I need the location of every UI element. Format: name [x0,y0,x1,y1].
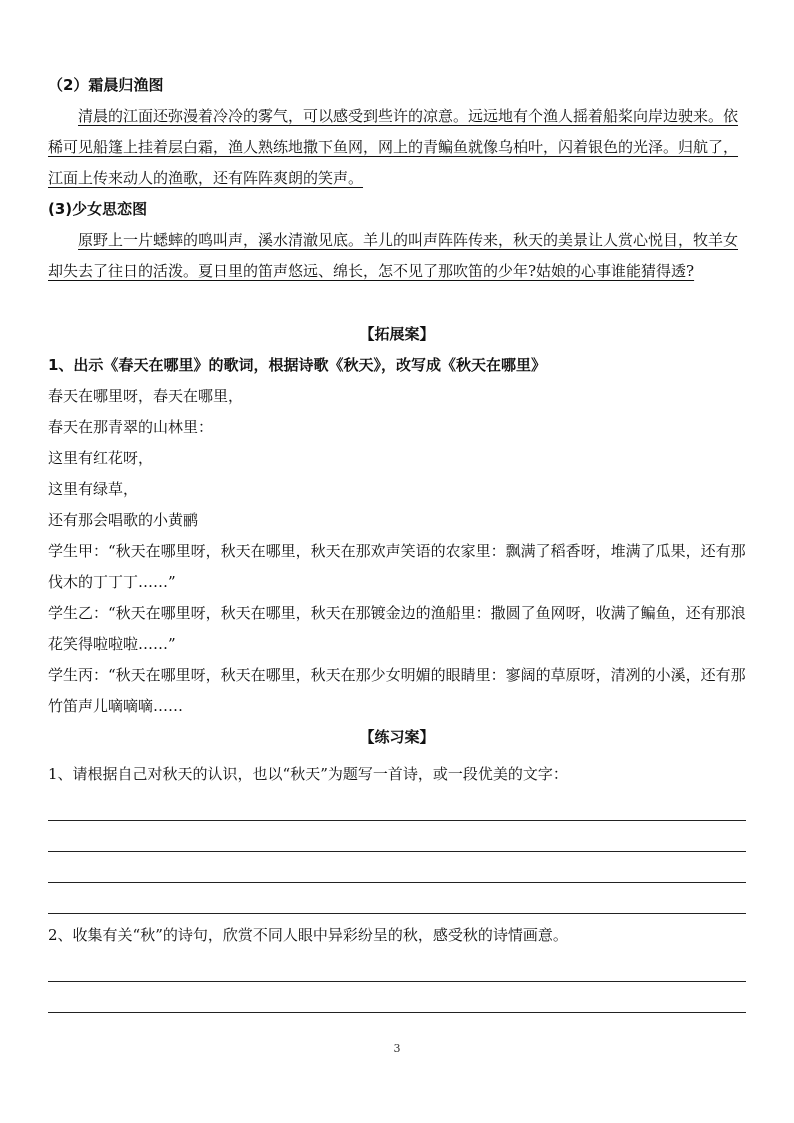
practice-question-1: 1、请根据自己对秋天的认识，也以“秋天”为题写一首诗，或一段优美的文字： [48,765,568,783]
student-a-answer: 学生甲：“秋天在哪里呀，秋天在哪里，秋天在那欢声笑语的农家里：飘满了稻香呀，堆满了瓜果，还有那伐木的丁丁丁……” [48,542,746,591]
page-number: 3 [393,1042,401,1055]
student-c-answer: 学生丙：“秋天在哪里呀，秋天在哪里，秋天在那少女明媚的眼睛里：寥阔的草原呀，清冽的小溪，还有那竹笛声儿嘀嘀嘀…… [48,666,746,715]
answer-line[interactable] [48,883,746,914]
lyric-line-1: 春天在哪里呀，春天在哪里， [48,387,244,405]
document-page [48,70,746,1013]
section-3-title: (3)少女思恋图 [48,200,148,218]
answer-line[interactable] [48,821,746,852]
practice-question-2: 2、收集有关“秋”的诗句，欣赏不同人眼中异彩纷呈的秋，感受秋的诗情画意。 [48,926,568,944]
section-2-title: （2）霜晨归渔图 [48,76,164,94]
extension-heading: 【拓展案】 [359,325,435,343]
answer-line[interactable] [48,852,746,883]
lyric-line-4: 这里有绿草， [48,480,139,498]
section-3-paragraph: 原野上一片蟋蟀的鸣叫声，溪水清澈见底。羊儿的叫声阵阵传来，秋天的美景让人赏心悦目，牧羊女却失去了往日的活泼。夏日里的笛声悠远、绵长，怎不见了那吹笛的少年?姑娘的心事谁能猜得透? [48,231,739,280]
student-b-answer: 学生乙：“秋天在哪里呀，秋天在哪里，秋天在那镀金边的渔船里：撒圆了鱼网呀，收满了鳊鱼，还有那浪花笑得啦啦啦……” [48,604,746,653]
answer-line[interactable] [48,982,746,1013]
practice-heading: 【练习案】 [359,728,435,746]
lyric-line-5: 还有那会唱歌的小黄鹂 [48,511,199,529]
answer-line[interactable] [48,951,746,982]
lyric-line-3: 这里有红花呀， [48,449,154,467]
lyric-line-2: 春天在那青翠的山林里： [48,418,214,436]
section-2-paragraph: 清晨的江面还弥漫着冷冷的雾气，可以感受到些许的凉意。远远地有个渔人摇着船桨向岸边驶来。依稀可见船篷上挂着层白霜，渔人熟练地撒下鱼网，网上的青鳊鱼就像乌柏叶，闪着银色的光泽。归航了，江面上传来动人的渔歌，还有阵阵爽朗的笑声。 [48,107,739,187]
answer-line[interactable] [48,790,746,821]
extension-task: 1、出示《春天在哪里》的歌词，根据诗歌《秋天》，改写成《秋天在哪里》 [48,356,546,374]
